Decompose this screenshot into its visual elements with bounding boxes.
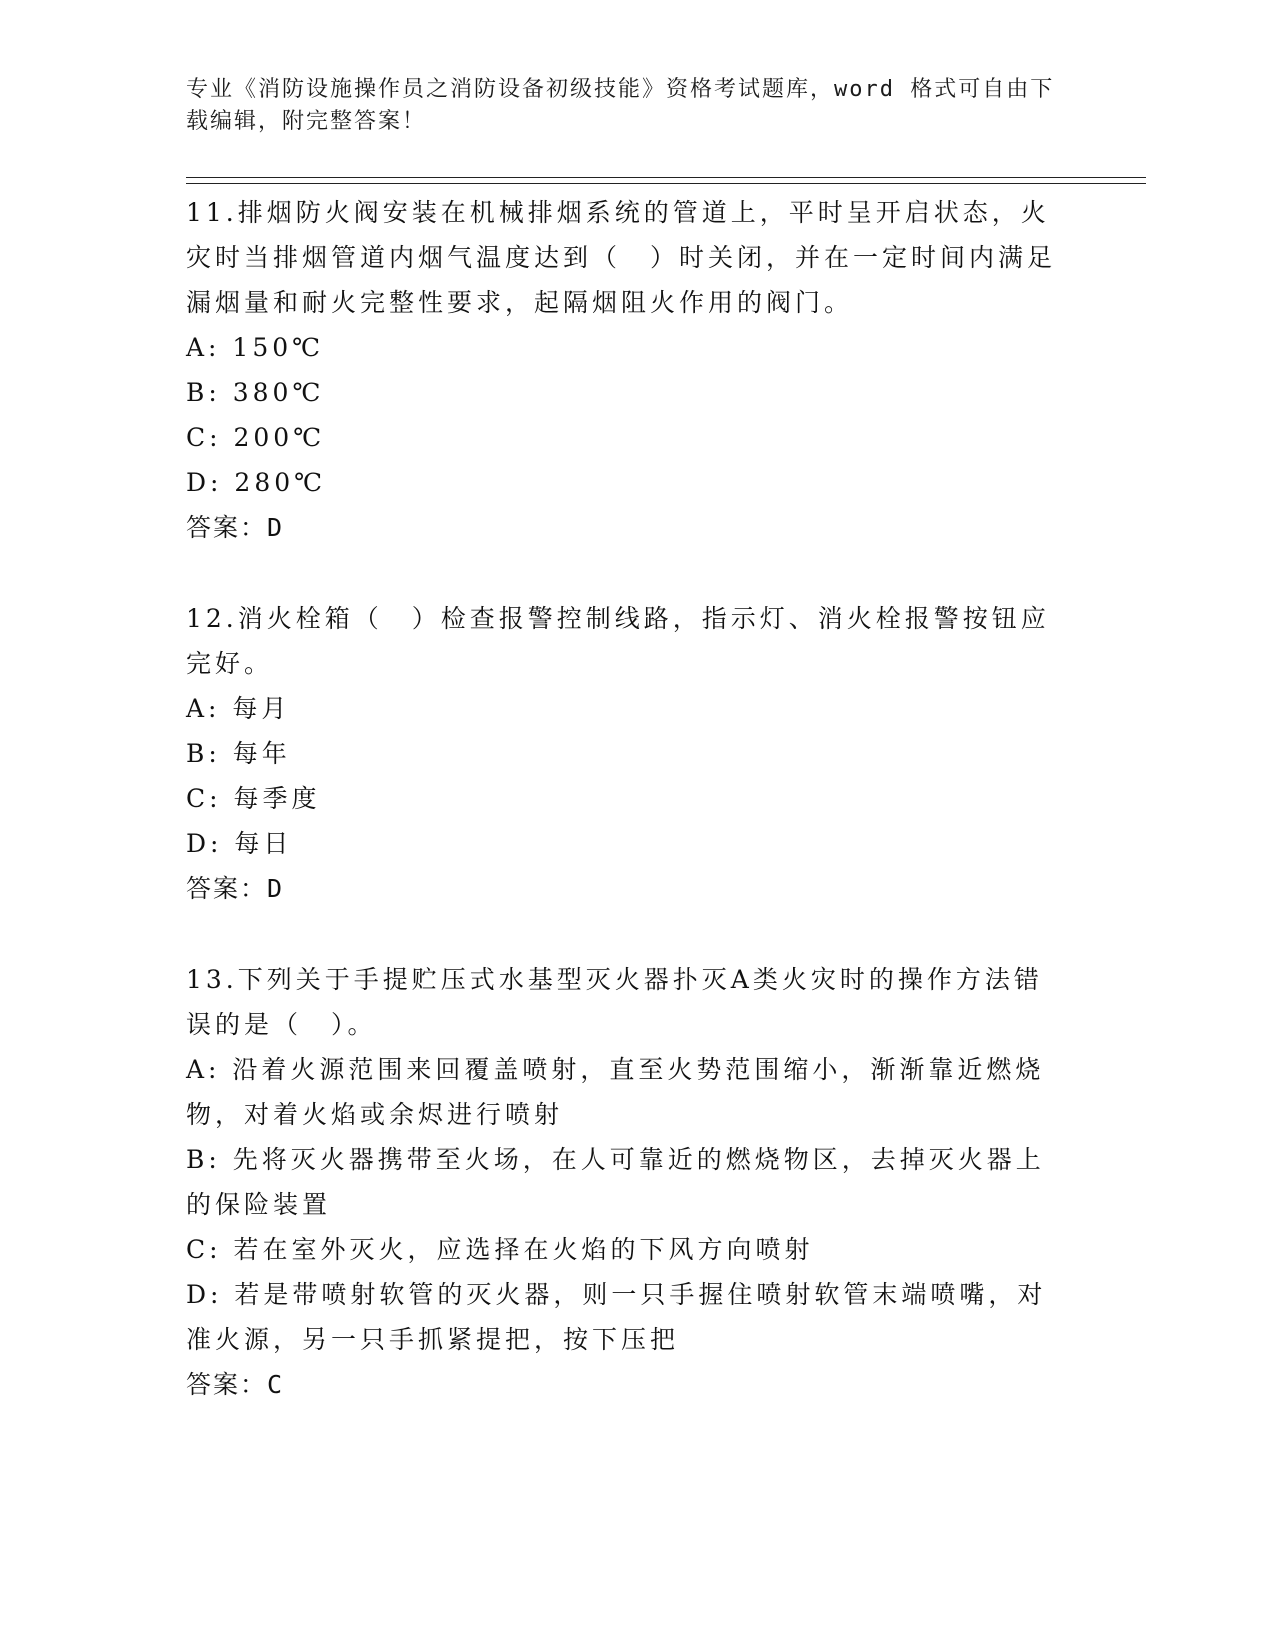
option-c: C: 200℃ bbox=[186, 423, 326, 452]
question-stem: 12.消火栓箱（ ）检查报警控制线路，指示灯、消火栓报警按钮应完好。 bbox=[186, 604, 1050, 678]
question-spacer bbox=[186, 911, 1066, 957]
question-spacer bbox=[186, 550, 1066, 596]
question-11 bbox=[186, 190, 1066, 550]
answer-line: 答案：D bbox=[186, 874, 285, 903]
question-12 bbox=[186, 596, 1066, 911]
question-stem: 13.下列关于手提贮压式水基型灭火器扑灭A类火灾时的操作方法错误的是（ ）。 bbox=[186, 965, 1043, 1039]
question-13 bbox=[186, 957, 1066, 1407]
header-text: 专业《消防设施操作员之消防设备初级技能》资格考试题库，word 格式可自由下载编辑，附完整答案！ bbox=[186, 77, 1055, 134]
answer-line: 答案：C bbox=[186, 1370, 285, 1399]
option-a: A: 每月 bbox=[186, 694, 291, 723]
option-b: B: 先将灭火器携带至火场，在人可靠近的燃烧物区，去掉灭火器上的保险装置 bbox=[186, 1145, 1045, 1219]
header-divider-top bbox=[186, 177, 1146, 178]
document-header bbox=[186, 74, 1066, 138]
option-c: C: 每季度 bbox=[186, 784, 321, 813]
option-a: A: 沿着火源范围来回覆盖喷射，直至火势范围缩小，渐渐靠近燃烧物，对着火焰或余烬进行喷射 bbox=[186, 1055, 1045, 1129]
option-a: A: 150℃ bbox=[186, 333, 325, 362]
question-list bbox=[186, 190, 1066, 1407]
answer-line: 答案：D bbox=[186, 513, 285, 542]
header-divider-bottom bbox=[186, 183, 1146, 184]
option-d: D: 若是带喷射软管的灭火器，则一只手握住喷射软管末端喷嘴，对准火源，另一只手抓紧提把，按下压把 bbox=[186, 1280, 1047, 1354]
question-stem: 11.排烟防火阀安装在机械排烟系统的管道上，平时呈开启状态，火灾时当排烟管道内烟气温度达到（ ）时关闭，并在一定时间内满足漏烟量和耐火完整性要求，起隔烟阻火作用的阀门。 bbox=[186, 198, 1057, 317]
option-b: B: 380℃ bbox=[186, 378, 325, 407]
option-d: D: 每日 bbox=[186, 829, 293, 858]
option-b: B: 每年 bbox=[186, 739, 291, 768]
option-d: D: 280℃ bbox=[186, 468, 327, 497]
option-c: C: 若在室外灭火，应选择在火焰的下风方向喷射 bbox=[186, 1235, 814, 1264]
